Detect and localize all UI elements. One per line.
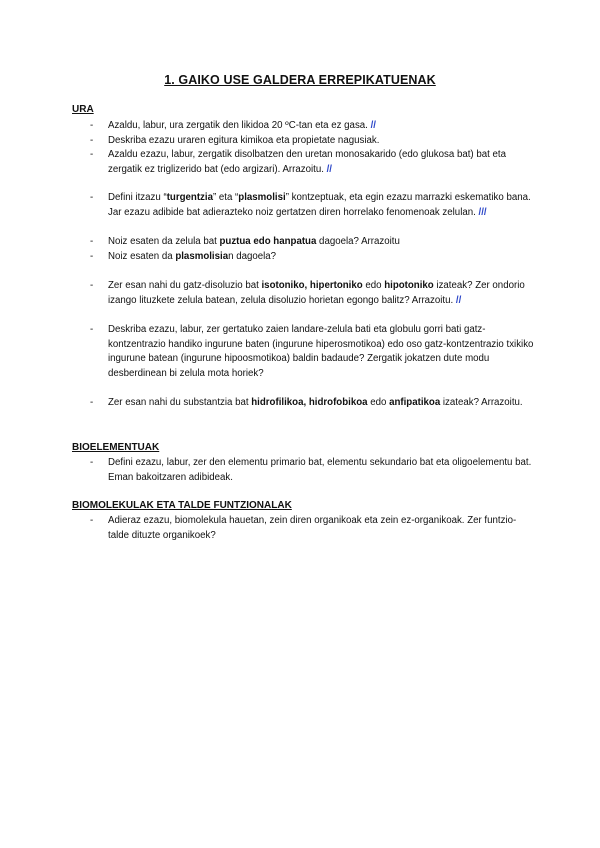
list-item: - Azaldu, labur, ura zergatik den likidoa 20 ºC-tan eta ez gasa. // <box>91 119 536 134</box>
frequency-mark: /// <box>478 206 487 218</box>
frequency-mark: // <box>370 120 376 131</box>
list-item: - Adieraz ezazu, biomolekula hauetan, zein diren organikoak eta zein ez-organikoak. Zer funtzio-talde dituzte organikoek? <box>90 515 517 541</box>
frequency-mark: // <box>326 163 332 175</box>
bullet-dash: - <box>90 397 94 408</box>
bullet-dash: - <box>90 149 94 160</box>
section-heading-ura: URA <box>72 104 94 115</box>
bullet-dash: - <box>90 236 94 247</box>
frequency-mark: // <box>455 294 462 306</box>
page-title: 1. GAIKO USE GALDERA ERREPIKATUENAK <box>164 73 436 87</box>
bullet-dash: - <box>90 515 94 526</box>
section-heading-bioelementuak: BIOELEMENTUAK <box>72 442 160 453</box>
bullet-dash: - <box>90 192 94 203</box>
list-item: - Noiz esaten da plasmolisian dagoela? <box>91 250 536 265</box>
section-heading-biomolekulak: BIOMOLEKULAK ETA TALDE FUNTZIONALAK <box>72 500 292 511</box>
list-item: - Zer esan nahi du substantzia bat hidrofilikoa, hidrofobikoa edo anfipatikoa izateak? Arrazoitu. <box>91 396 536 411</box>
list-item: - Deskriba ezazu, labur, zer gertatuko zaien landare-zelula bati eta globulu gorri bati gatz-kontzentrazio handiko ingurune baten (ingurune hiperosmotikoa) edo oso gatz-kontzentrazio txikiko ingurune batean (ingurune hipoosmotikoa) baldin badaude? Zergatik jokatzen dute modu desberdinean bi zelula mota horiek? <box>90 324 534 379</box>
list-item: - Deskriba ezazu uraren egitura kimikoa eta propietate nagusiak. <box>91 134 536 149</box>
list-item: - Zer esan nahi du gatz-disoluzio bat isotoniko, hipertoniko edo hipotoniko izateak? Zer ondorio izango lituzkete zelula batean, zelula disoluzio horietan egongo balitz? Arrazoitu. // <box>90 280 525 306</box>
bullet-dash: - <box>90 135 94 146</box>
bullet-dash: - <box>90 280 94 291</box>
list-item: - Noiz esaten da zelula bat puztua edo hanpatua dagoela? Arrazoitu <box>91 235 536 250</box>
bullet-dash: - <box>90 457 94 468</box>
bullet-dash: - <box>90 251 94 262</box>
list-item: - Defini ezazu, labur, zer den elementu primario bat, elementu sekundario bat eta oligoelementu bat. Eman bakoitzaren adibideak. <box>90 457 532 483</box>
list-item: - Azaldu ezazu, labur, zergatik disolbatzen den uretan monosakarido (edo glukosa bat) bat eta zergatik ez triglizerido bat (edo argizari). Arrazoitu. // <box>90 149 506 175</box>
bullet-dash: - <box>90 324 94 335</box>
bullet-dash: - <box>90 120 94 131</box>
list-item: - Defini itzazu “turgentzia” eta “plasmolisi” kontzeptuak, eta egin ezazu marrazki eskematiko bana. Jar ezazu adibide bat adierazteko noiz gertatzen diren horrelako fenomenoak zelulan. /// <box>90 192 531 218</box>
